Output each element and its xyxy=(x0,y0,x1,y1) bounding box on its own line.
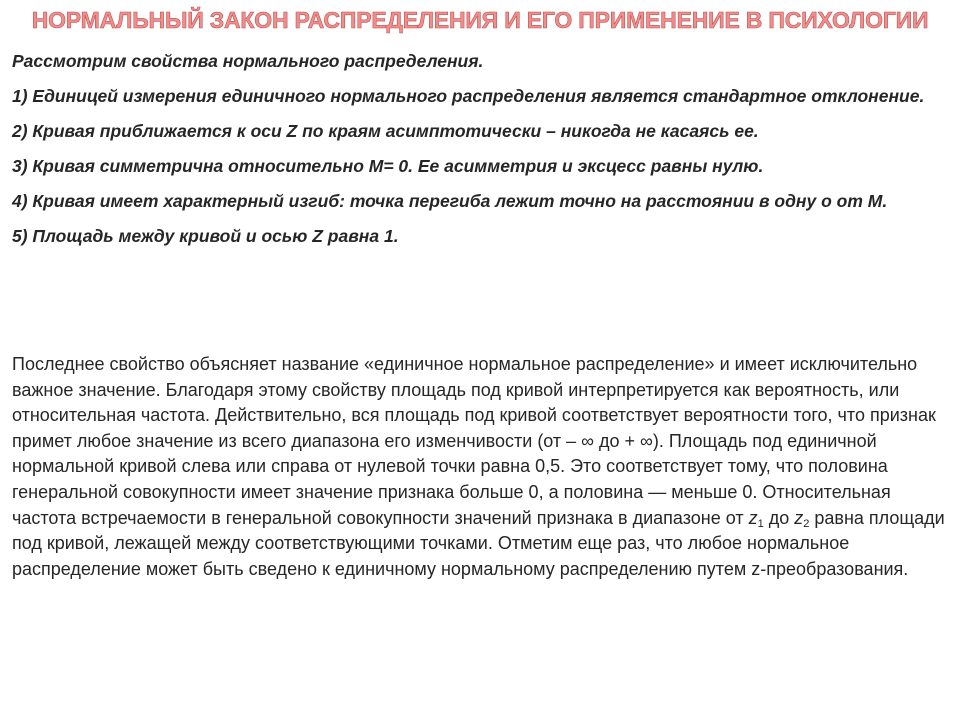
explanation-text-mid: до xyxy=(763,507,795,528)
z2-subscript: 2 xyxy=(803,517,810,530)
explanation-text-part1: Последнее свойство объясняет название «единичное нормальное распределение» и имеет исключительно важное значение. Благодаря этому свойству площадь под кривой интерпретируется как вероятность, или относительная частота. Действительно, вся площадь под кривой соответствует вероятности того, что признак примет любое значение из всего диапазона его изменчивости (от – ∞ до + ∞). Площадь под единичной нормальной кривой слева или справа от нулевой точки равна 0,5. Это соответствует тому, что половина генеральной совокупности имеет значение признака больше 0, а половина — меньше 0. Относительная частота встречаемости в генеральной совокупности значений признака в диапазоне от xyxy=(12,354,936,528)
property-item-4: 4) Кривая имеет характерный изгиб: точка перегиба лежит точно на расстоянии в одну о от М. xyxy=(12,191,888,211)
property-item-3: 3) Кривая симметрична относительно М= 0. Ее асимметрия и эксцесс равны нулю. xyxy=(12,156,764,176)
z1-subscript: 1 xyxy=(757,517,764,530)
z1-variable: z xyxy=(748,507,758,528)
explanation-block xyxy=(12,352,947,582)
explanation-paragraph xyxy=(12,352,947,582)
property-item-5: 5) Площадь между кривой и осью Z равна 1. xyxy=(12,226,399,246)
properties-block xyxy=(12,50,947,260)
property-item-1: 1) Единицей измерения единичного нормального распределения является стандартное отклонение. xyxy=(12,86,925,106)
slide-title: НОРМАЛЬНЫЙ ЗАКОН РАСПРЕДЕЛЕНИЯ И ЕГО ПРИМЕНЕНИЕ В ПСИХОЛОГИИ xyxy=(31,7,929,33)
z2-variable: z xyxy=(794,507,804,528)
explanation-text-part2: равна площади под кривой, лежащей между соответствующими точками. Отметим еще раз, что любое нормальное распределение может быть сведено к единичному нормальному распределению путем z-преобразования. xyxy=(12,507,945,579)
properties-intro: Рассмотрим свойства нормального распределения. xyxy=(12,51,484,71)
property-item-2: 2) Кривая приближается к оси Z по краям асимптотически – никогда не касаясь ее. xyxy=(12,121,759,141)
